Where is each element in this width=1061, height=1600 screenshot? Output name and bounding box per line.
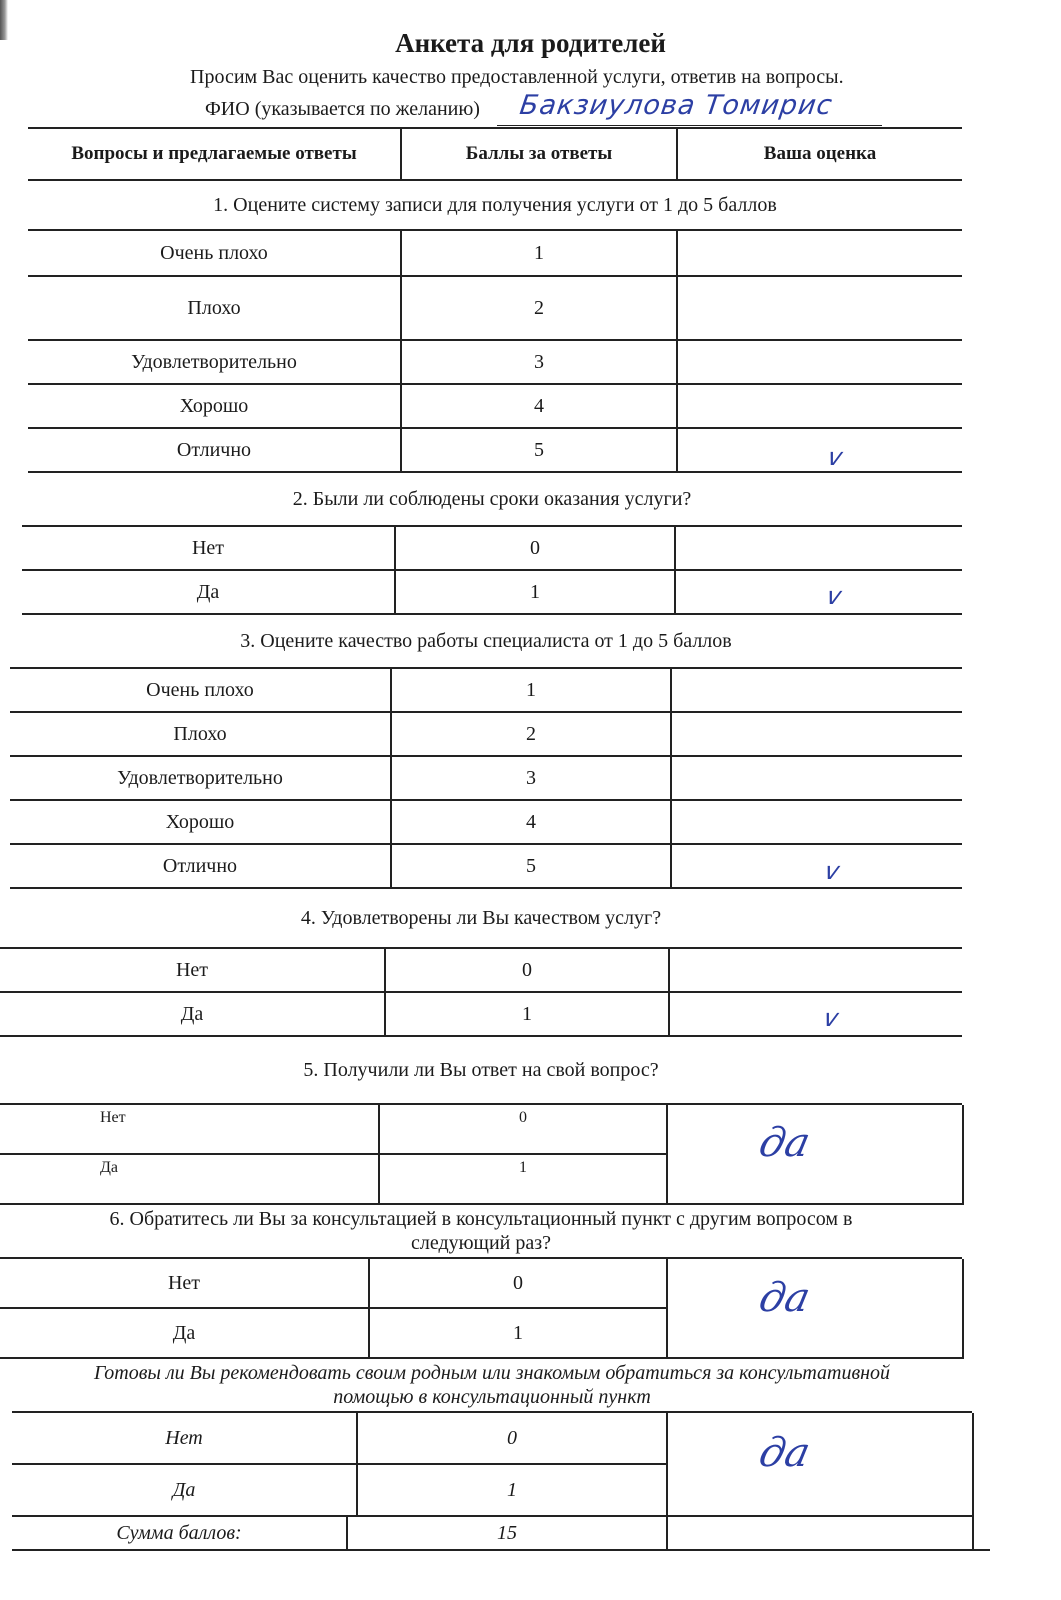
q7-option-row: [12, 1413, 666, 1465]
page-subtitle: Просим Вас оценить качество предоставленной услуги, ответив на вопросы.: [190, 66, 844, 88]
rating-cell[interactable]: [674, 527, 962, 569]
question-7-row: [12, 1359, 972, 1413]
option-score: 2: [390, 713, 670, 755]
q2-option-row: [22, 527, 962, 571]
fio-row: [205, 90, 885, 128]
option-label: Плохо: [187, 296, 241, 319]
rating-cell[interactable]: [674, 571, 962, 613]
option-score: 0: [394, 527, 674, 569]
option-label: Удовлетворительно: [131, 350, 297, 373]
option-score: 0: [368, 1259, 666, 1307]
q3-option-row: [10, 757, 962, 801]
rating-cell[interactable]: [676, 231, 962, 275]
rating-cell[interactable]: [670, 669, 962, 711]
table-header-row: [28, 129, 962, 181]
option-label: Нет: [165, 1426, 203, 1449]
q1-option-row: [28, 277, 962, 341]
question-3-text: 3. Оцените качество работы специалиста от 1 до 5 баллов: [240, 630, 732, 652]
rating-cell[interactable]: [668, 949, 962, 991]
option-score: 1: [378, 1155, 666, 1203]
table-right-border: [962, 1259, 964, 1359]
table-right-border: [962, 1105, 964, 1205]
option-score: 4: [390, 801, 670, 843]
option-label: Да: [172, 1478, 196, 1501]
rating-cell[interactable]: [676, 277, 962, 339]
option-score: 1: [394, 571, 674, 613]
option-score: 1: [384, 993, 668, 1035]
question-7-line2: помощью в консультационный пункт: [333, 1386, 651, 1408]
option-score: 5: [400, 429, 676, 471]
header-your-rating: Ваша оценка: [676, 129, 962, 179]
option-score: 2: [400, 277, 676, 339]
q5-option-row: [0, 1155, 666, 1205]
total-value: 15: [346, 1517, 666, 1549]
total-row: [12, 1517, 990, 1551]
question-2-text: 2. Были ли соблюдены сроки оказания услуги?: [292, 488, 692, 510]
option-label: Хорошо: [165, 810, 235, 833]
rating-cell[interactable]: [670, 757, 962, 799]
rating-cell[interactable]: [668, 993, 962, 1035]
fio-label: ФИО (указывается по желанию): [205, 98, 480, 120]
option-score: 3: [400, 341, 676, 383]
option-label: Очень плохо: [146, 678, 254, 701]
option-score: 1: [400, 231, 676, 275]
question-4-text: 4. Удовлетворены ли Вы качеством услуг?: [300, 907, 662, 929]
q5-option-row: [0, 1105, 666, 1155]
rating-cell[interactable]: [670, 713, 962, 755]
answer-cell-divider: [666, 1105, 668, 1205]
rating-cell[interactable]: [676, 341, 962, 383]
question-6-text: [0, 1205, 962, 1257]
question-4-row: [0, 889, 962, 949]
option-score: 1: [356, 1465, 666, 1515]
handwritten-answer[interactable]: да: [755, 1120, 815, 1166]
question-7-text: [12, 1359, 972, 1411]
option-label: Отлично: [162, 854, 238, 877]
question-1-row: [28, 181, 962, 231]
q4-option-row: [0, 949, 962, 993]
q4-option-row: [0, 993, 962, 1037]
option-label: Нет: [191, 536, 225, 559]
option-label: Да: [180, 1002, 204, 1025]
checkmark-icon: v: [825, 443, 845, 471]
question-3-row: [10, 615, 962, 669]
option-label: Да: [100, 1159, 119, 1176]
option-score: 1: [390, 669, 670, 711]
question-5-row: [0, 1037, 962, 1105]
question-7-line1: Готовы ли Вы рекомендовать своим родным или знакомым обратиться за консультативной: [93, 1362, 891, 1384]
total-empty[interactable]: [666, 1517, 990, 1549]
checkmark-icon: v: [822, 857, 842, 885]
option-label: Плохо: [173, 722, 227, 745]
answer-cell-divider: [666, 1259, 668, 1359]
q3-option-row: [10, 801, 962, 845]
option-label: Нет: [167, 1271, 201, 1294]
rating-cell[interactable]: [670, 801, 962, 843]
option-score: 5: [390, 845, 670, 887]
question-2-row: [22, 473, 962, 527]
rating-cell[interactable]: [676, 385, 962, 427]
option-score: 0: [378, 1105, 666, 1153]
option-score: 4: [400, 385, 676, 427]
option-score: 1: [368, 1309, 666, 1357]
option-label: Нет: [175, 958, 209, 981]
question-6-line2: следующий раз?: [410, 1232, 552, 1254]
option-score: 0: [384, 949, 668, 991]
question-1-text: 1. Оцените систему записи для получения услуги от 1 до 5 баллов: [213, 194, 777, 216]
question-6-line1: 6. Обратитесь ли Вы за консультацией в консультационный пункт с другим вопросом в: [109, 1208, 853, 1230]
option-label: Очень плохо: [160, 241, 268, 264]
checkmark-icon: v: [824, 582, 844, 610]
q3-option-row: [10, 669, 962, 713]
page-title: Анкета для родителей: [395, 28, 666, 58]
q1-option-row: [28, 231, 962, 277]
q6-option-row: [0, 1259, 666, 1309]
q3-option-row: [10, 845, 962, 889]
fio-underline: [497, 125, 882, 126]
option-label: Да: [172, 1321, 196, 1344]
option-score: 0: [356, 1413, 666, 1463]
total-label: Сумма баллов:: [116, 1521, 242, 1544]
q1-option-row: [28, 385, 962, 429]
q7-option-row: [12, 1465, 666, 1517]
q2-option-row: [22, 571, 962, 615]
option-label: Нет: [100, 1109, 126, 1126]
question-5-text: 5. Получили ли Вы ответ на свой вопрос?: [303, 1059, 659, 1081]
question-6-row: [0, 1205, 962, 1259]
rating-cell[interactable]: [670, 845, 962, 887]
option-label: Да: [196, 580, 220, 603]
handwritten-answer[interactable]: да: [755, 1275, 815, 1321]
fio-handwritten-value[interactable]: Бакзиулова Томирис: [517, 90, 835, 121]
option-label: Удовлетворительно: [117, 766, 283, 789]
handwritten-answer[interactable]: да: [755, 1430, 815, 1476]
q6-option-row: [0, 1309, 666, 1359]
header-questions: Вопросы и предлагаемые ответы: [71, 143, 357, 164]
option-label: Хорошо: [179, 394, 249, 417]
option-label: Отлично: [176, 438, 252, 461]
header-scores: Баллы за ответы: [400, 129, 676, 179]
checkmark-icon: v: [821, 1004, 841, 1032]
q1-option-row: [28, 429, 962, 473]
option-score: 3: [390, 757, 670, 799]
answer-cell-divider: [666, 1413, 668, 1517]
q3-option-row: [10, 713, 962, 757]
q1-option-row: [28, 341, 962, 385]
rating-cell[interactable]: [676, 429, 962, 471]
